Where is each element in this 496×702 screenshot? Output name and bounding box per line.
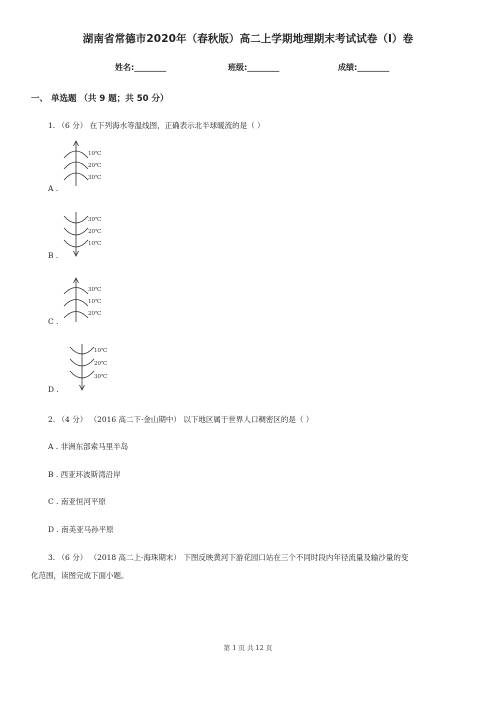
isotherm-diagram-a [60, 138, 120, 192]
question-1-stem: 1. （6 分） 在下列海水等温线图，正确表示北半球暖流的是（ ） [48, 121, 265, 130]
isotherm-label: 20℃ [88, 311, 102, 317]
question-1-option-c[interactable]: C . [48, 317, 59, 326]
isotherm-label: 10℃ [88, 299, 102, 305]
section-heading: 一、 单选题 （共 9 题；共 50 分） [31, 94, 169, 104]
isotherm-label: 10℃ [88, 151, 102, 157]
name-field: 姓名:________ [115, 63, 167, 72]
question-3-stem: 3. （6 分） （2018 高二上·海珠期末） 下图反映黄河下游花园口站在三个不同时段内年径流量及输沙量的变 [48, 553, 409, 562]
isotherm-label: 20℃ [94, 361, 108, 367]
question-2-stem: 2. （4 分） （2016 高二下·金山期中） 以下地区属于世界人口稠密区的是（ ） [48, 415, 314, 424]
question-2-option-b[interactable]: B . 西亚环波斯湾沿岸 [48, 470, 121, 479]
question-1-option-a[interactable]: A . [48, 184, 59, 193]
isotherm-label: 30℃ [88, 217, 102, 223]
page-title: 湖南省常德市2020年（春秋版）高二上学期地理期末考试试卷（I）卷 [82, 33, 414, 45]
question-1-option-b[interactable]: B . [48, 251, 59, 260]
question-1-option-d[interactable]: D . [48, 385, 59, 394]
isotherm-label: 30℃ [94, 374, 108, 380]
isotherm-label: 20℃ [88, 163, 102, 169]
question-2-option-a[interactable]: A . 非洲东部索马里半岛 [48, 442, 129, 451]
isotherm-label: 30℃ [88, 175, 102, 181]
question-3-stem-continued: 化范围，读图完成下面小题。 [31, 571, 129, 580]
isotherm-diagram-d [66, 343, 126, 397]
score-field: 成绩:________ [338, 63, 390, 72]
isotherm-diagram-c [60, 276, 120, 328]
isotherm-label: 30℃ [88, 287, 102, 293]
question-2-option-d[interactable]: D . 南美亚马孙平原 [48, 525, 114, 534]
isotherm-diagram-b [60, 210, 120, 264]
page-footer: 第 1 页 共 12 页 [223, 644, 273, 652]
isotherm-label: 10℃ [94, 348, 108, 354]
class-field: 班级:________ [228, 63, 280, 72]
isotherm-label: 10℃ [88, 241, 102, 247]
question-2-option-c[interactable]: C . 南亚恒河平原 [48, 497, 106, 506]
isotherm-label: 20℃ [88, 229, 102, 235]
